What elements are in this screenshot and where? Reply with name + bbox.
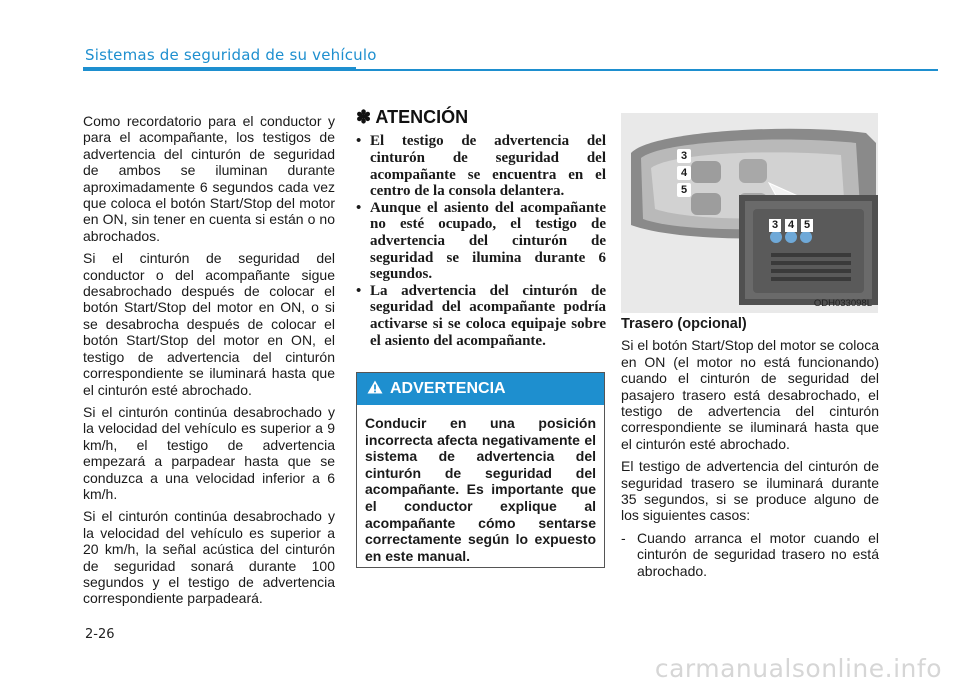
bullet: • xyxy=(356,133,362,150)
watermark: carmanualsonline.info xyxy=(654,654,942,683)
header-rule-accent xyxy=(83,67,356,71)
header-rule xyxy=(356,69,938,71)
paragraph: Si el cinturón continúa desabrochado y la velocidad del vehículo es superior a 9 km/h, el testigo de advertencia empezará a parpadear hasta que se conduzca a una velocidad inferior a 6 km/h. xyxy=(83,403,335,502)
column-right xyxy=(621,316,879,585)
indicator-label: 5 xyxy=(801,219,813,232)
warning-box xyxy=(356,372,605,568)
warning-title: ADVERTENCIA xyxy=(390,380,506,397)
list-item: • Aunque el asiento del acompañante no esté ocupado, el testigo de advertencia del cinturón de seguridad se ilumina durante 6 segundos. xyxy=(356,199,606,283)
paragraph: Si el cinturón de seguridad del conductor o del acompañante sigue desabrochado después de colocar el botón Start/Stop del motor en ON, o si se desabrocha después de colocar el botón Start/Stop del motor en ON, el testigo de advertencia del cinturón correspondiente se iluminará hasta que el cinturón esté abrochado. xyxy=(83,250,335,398)
paragraph: Si el botón Start/Stop del motor se coloca en ON (el motor no está funcionando) cuando el cinturón de seguridad del pasajero trasero está desabrochado, el testigo de advertencia del cinturón correspondiente se iluminará hasta que el cinturón esté abrochado. xyxy=(621,337,879,452)
list-item: • La advertencia del cinturón de seguridad del acompañante podría activarse si se coloca equipaje sobre el asiento del acompañante. xyxy=(356,282,606,349)
bullet: • xyxy=(356,282,362,299)
subheading: Trasero (opcional) xyxy=(621,316,747,332)
section-title: Sistemas de seguridad de su vehículo xyxy=(85,46,377,64)
figure-caption: ODH033098L xyxy=(813,298,872,309)
attention-title: ✽ ATENCIÓN xyxy=(356,107,469,127)
paragraph: Como recordatorio para el conductor y para el acompañante, los testigos de advertencia del cinturón de seguridad de ambos se iluminan durante aproximadamente 6 segundos cada vez que coloca el botón Start/Stop del motor en ON, sin tener en cuenta si están o no abrochados. xyxy=(83,113,335,244)
seat-label: 4 xyxy=(677,166,691,180)
column-left xyxy=(83,113,335,613)
warning-text: Conducir en una posición incorrecta afecta negativamente el sistema de advertencia del cinturón de seguridad del acompañante. Es importante que el conductor explique al acompañante cómo sentarse correctamente según lo expuesto en este manual. xyxy=(365,415,596,564)
attention-list xyxy=(356,133,606,349)
page-number: 2-26 xyxy=(85,627,115,642)
indicator-label: 4 xyxy=(785,219,797,232)
warning-triangle-icon xyxy=(367,380,383,399)
paragraph: Si el cinturón continúa desabrochado y la velocidad del vehículo es superior a 20 km/h, la señal acústica del cinturón de seguridad sonará durante 100 segundos y el testigo de advertencia correspondiente parpadeará. xyxy=(83,508,335,607)
attention-section xyxy=(356,109,606,349)
bullet: • xyxy=(356,199,362,216)
car-interior-illustration xyxy=(621,113,878,313)
indicator-label: 3 xyxy=(769,219,781,232)
warning-header xyxy=(357,373,604,405)
paragraph: El testigo de advertencia del cinturón de seguridad trasero se iluminará durante 35 segundos, si se produce alguno de los siguientes casos: xyxy=(621,458,879,524)
list-item: • El testigo de advertencia del cinturón de seguridad del acompañante se encuentra en el centro de la consola delantera. xyxy=(356,133,606,200)
seatbelt-indicator-figure xyxy=(621,113,878,313)
seat-label: 3 xyxy=(677,149,691,163)
seat-label: 5 xyxy=(677,183,691,197)
list-item: - Cuando arranca el motor cuando el cinturón de seguridad trasero no está abrochado. xyxy=(621,529,879,579)
